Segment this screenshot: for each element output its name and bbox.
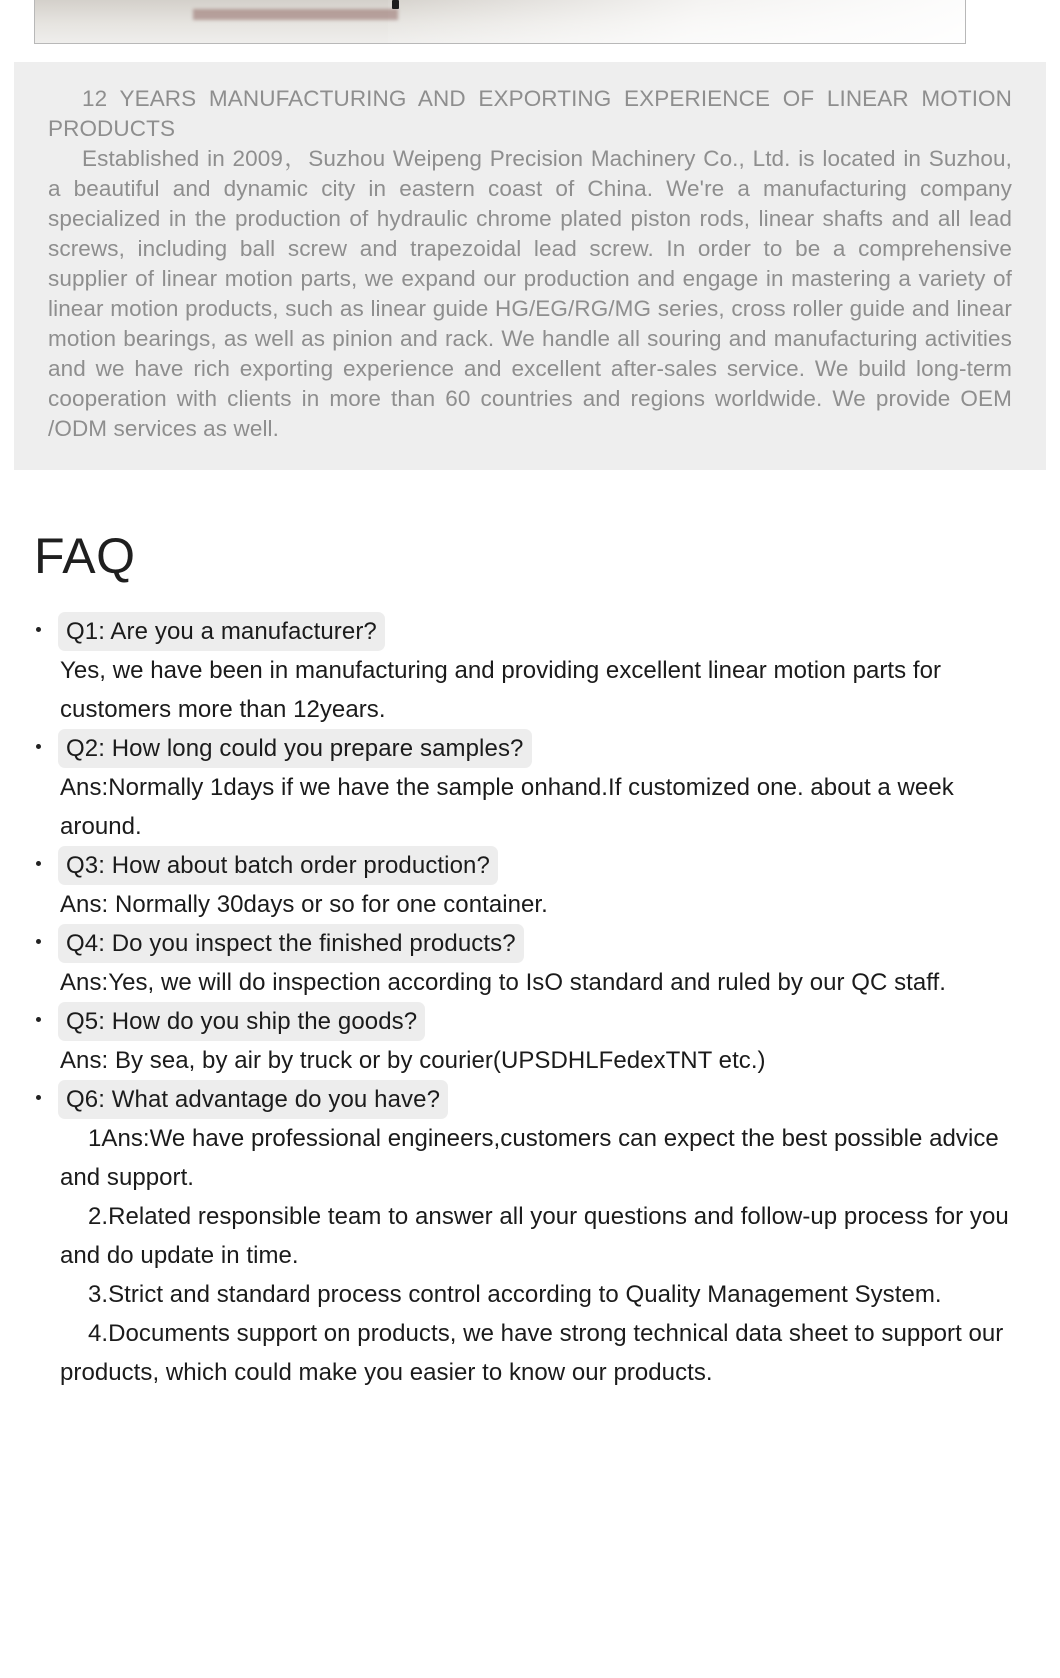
faq-answer-text: 1Ans:We have professional engineers,customers can expect the best possible advice and support.: [60, 1125, 999, 1191]
pavement-marker: [392, 0, 399, 9]
pavement-stain: [193, 9, 398, 20]
company-description-body-text: Established in 2009，Suzhou Weipeng Precision Machinery Co., Ltd. is located in Suzhou, a beautiful and dynamic city in eastern coast of China. We're a manufacturing company specialized in the production of hydraulic chrome plated piston rods, linear shafts and all lead screws, including ball screw and trapezoidal lead screw. In order to be a comprehensive supplier of linear motion parts, we expand our production and engage in mastering a variety of linear motion products, such as linear guide HG/EG/RG/MG series, cross roller guide and linear motion bearings, as well as pinion and rack. We handle all souring and manufacturing activities and we have rich exporting experience and excellent after-sales service. We build long-term cooperation with clients in more than 60 countries and regions worldwide. We provide OEM /ODM services as well.: [48, 146, 1012, 441]
faq-item-q6: [36, 1080, 1030, 1392]
faq-question[interactable]: Q4: Do you inspect the finished products?: [58, 924, 524, 963]
bullet-icon: [36, 627, 41, 632]
bullet-icon: [36, 861, 41, 866]
faq-question[interactable]: Q6: What advantage do you have?: [58, 1080, 448, 1119]
faq-answer-line: [58, 1119, 1030, 1197]
faq-question[interactable]: Q2: How long could you prepare samples?: [58, 729, 532, 768]
faq-answer-line: [58, 1197, 1030, 1275]
faq-question[interactable]: Q3: How about batch order production?: [58, 846, 498, 885]
factory-exterior-photo: [34, 0, 966, 44]
bullet-icon: [36, 939, 41, 944]
faq-answer: Ans: By sea, by air by truck or by courier(UPSDHLFedexTNT etc.): [60, 1047, 766, 1074]
company-description-body: [48, 144, 1012, 444]
faq-answer: Ans:Yes, we will do inspection according to IsO standard and ruled by our QC staff.: [60, 969, 946, 996]
company-description-heading-text: 12 YEARS MANUFACTURING AND EXPORTING EXPERIENCE OF LINEAR MOTION PRODUCTS: [48, 86, 1012, 141]
faq-answer-line: [58, 1275, 1030, 1314]
faq-item-q4: [36, 924, 1030, 1002]
faq-item-q3: [36, 846, 1030, 924]
faq-section-title: FAQ: [34, 528, 136, 584]
faq-item-q2: [36, 729, 1030, 846]
company-description-heading: [48, 84, 1012, 144]
faq-answer-text: 2.Related responsible team to answer all your questions and follow-up process for you and do update in time.: [60, 1203, 1009, 1269]
photo-highlight: [388, 0, 965, 43]
company-description-panel: [14, 62, 1046, 470]
faq-list: [0, 612, 1060, 1392]
bullet-icon: [36, 1017, 41, 1022]
faq-answer: Ans:Normally 1days if we have the sample onhand.If customized one. about a week around.: [60, 774, 954, 840]
faq-answer: Ans: Normally 30days or so for one container.: [60, 891, 548, 918]
faq-answer-text: 4.Documents support on products, we have strong technical data sheet to support our products, which could make you easier to know our products.: [60, 1320, 1004, 1386]
faq-answer-text: 3.Strict and standard process control according to Quality Management System.: [88, 1281, 942, 1308]
faq-answer-line: [58, 1314, 1030, 1392]
faq-item-q1: [36, 612, 1030, 729]
photo-background: [35, 0, 965, 43]
faq-question[interactable]: Q1: Are you a manufacturer?: [58, 612, 385, 651]
bullet-icon: [36, 1095, 41, 1100]
faq-question[interactable]: Q5: How do you ship the goods?: [58, 1002, 425, 1041]
faq-item-q5: [36, 1002, 1030, 1080]
bullet-icon: [36, 744, 41, 749]
faq-answer: Yes, we have been in manufacturing and providing excellent linear motion parts for customers more than 12years.: [60, 657, 942, 723]
